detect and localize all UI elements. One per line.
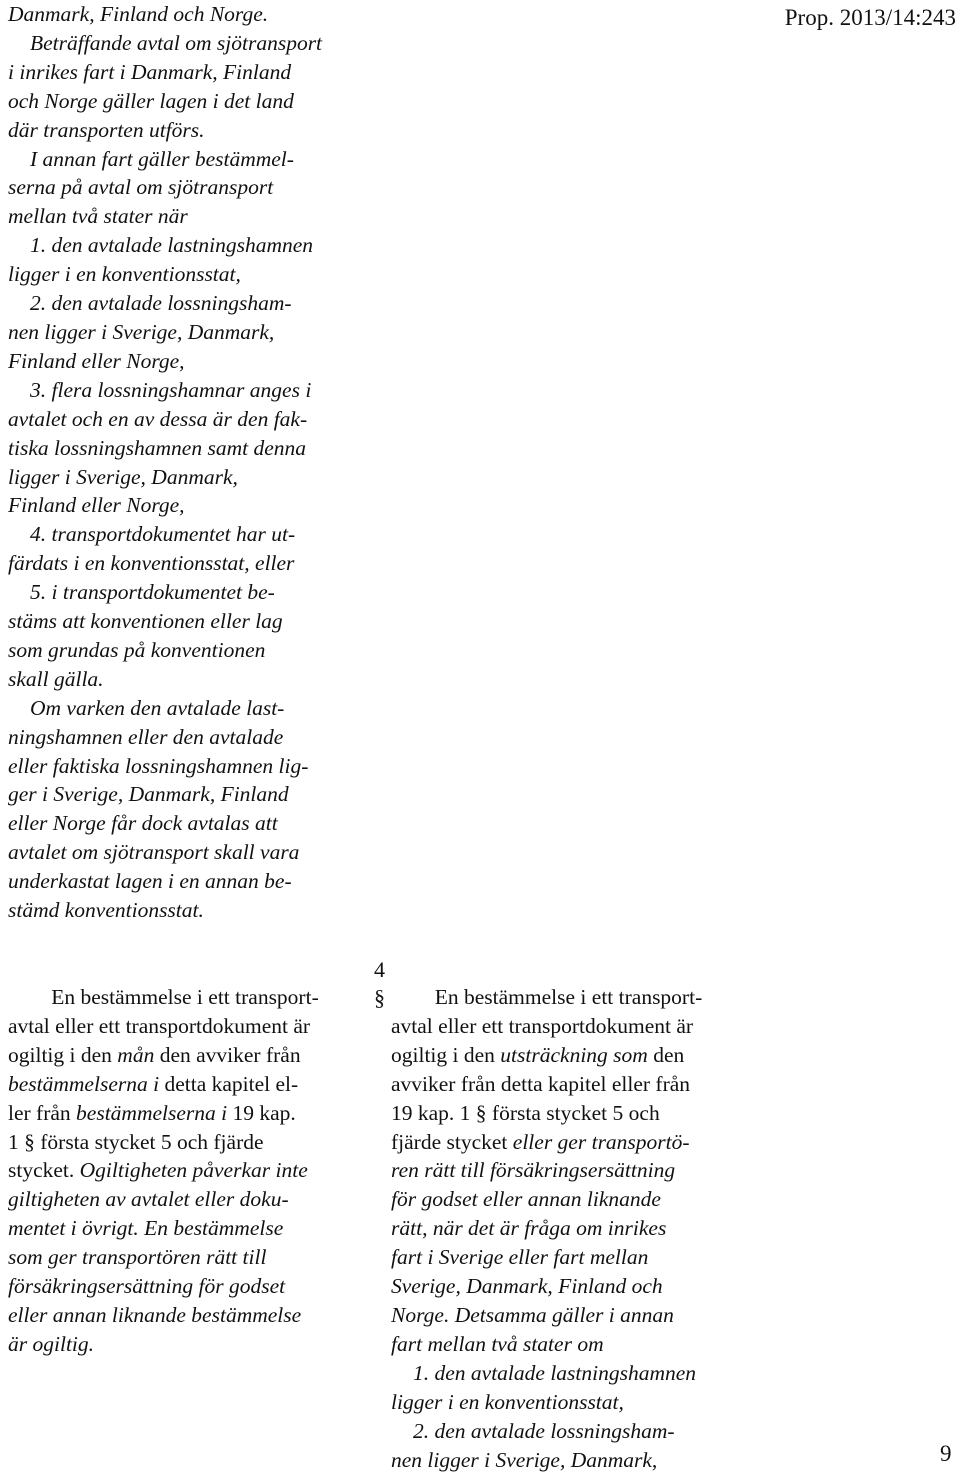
text-span: 19 kap. 1 [391, 1101, 476, 1125]
text-line: stäms att konventionen eller lag [8, 607, 362, 636]
text-line: giltigheten av avtalet eller doku- [8, 1185, 362, 1214]
text-span: Ogiltigheten påverkar inte [80, 1158, 308, 1182]
text-line: ligger i Sverige, Danmark, [8, 463, 362, 492]
text-line [8, 1070, 362, 1099]
text-span: 19 kap. [227, 1101, 296, 1125]
text-span: första stycket 5 och fjärde [35, 1130, 264, 1154]
text-line: Norge. Detsamma gäller i annan [391, 1301, 746, 1330]
text-line [8, 1099, 362, 1128]
text-line: En bestämmelse i ett transport- [8, 983, 362, 1012]
section-symbol: § [374, 985, 385, 1010]
text-line: ger i Sverige, Danmark, Finland [8, 780, 362, 809]
text-span: bestämmelserna i [76, 1101, 227, 1125]
text-line: avtal eller ett transportdokument är [391, 1012, 746, 1041]
text-line [391, 1041, 746, 1070]
text-line: Finland eller Norge, [8, 347, 362, 376]
text-span: första stycket 5 och [487, 1101, 660, 1125]
text-line: underkastat lagen i en annan be- [8, 867, 362, 896]
text-line: ligger i en konventionsstat, [391, 1388, 746, 1417]
text-line: eller faktiska lossningshamnen lig- [8, 752, 362, 781]
text-span: den avviker från [154, 1043, 300, 1067]
text-line [391, 1128, 746, 1157]
text-line: i inrikes fart i Danmark, Finland [8, 58, 362, 87]
text-line [391, 1099, 746, 1128]
section-number: 4 [374, 957, 385, 982]
text-span: bestämmelserna i [8, 1072, 159, 1096]
text-line: Finland eller Norge, [8, 491, 362, 520]
text-line: ren rätt till försäkringsersättning [391, 1156, 746, 1185]
text-span: ler från [8, 1101, 76, 1125]
text-line: är ogiltig. [8, 1330, 362, 1359]
page-number: 9 [940, 1440, 952, 1468]
section-heading [374, 956, 385, 1012]
text-line: som ger transportören rätt till [8, 1243, 362, 1272]
text-line: mellan två stater när [8, 202, 362, 231]
text-span: detta kapitel el- [159, 1072, 298, 1096]
text-line: stämd konventionsstat. [8, 896, 362, 925]
text-line: Danmark, Finland och Norge. [8, 0, 362, 29]
text-line [8, 1156, 362, 1185]
list-item-text: 1. den avtalade lastningshamnen [391, 1359, 746, 1388]
text-line: där transporten utförs. [8, 116, 362, 145]
text-line: som grundas på konventionen [8, 636, 362, 665]
text-span: ogiltig i den [391, 1043, 500, 1067]
list-item-text: 1. den avtalade lastningshamnen [8, 231, 362, 260]
text-line: serna på avtal om sjötransport [8, 173, 362, 202]
list-item-text: 2. den avtalade lossningsham- [391, 1417, 746, 1446]
text-line: fart i Sverige eller fart mellan [391, 1243, 746, 1272]
text-line: ligger i en konventionsstat, [8, 260, 362, 289]
right-column-bottom-text [391, 983, 746, 1474]
text-span: fjärde stycket [391, 1130, 513, 1154]
text-span: mån [117, 1043, 154, 1067]
text-line: avviker från detta kapitel eller från [391, 1070, 746, 1099]
text-line: försäkringsersättning för godset [8, 1272, 362, 1301]
text-span: En bestämmelse [144, 1216, 283, 1240]
text-line: Sverige, Danmark, Finland och [391, 1272, 746, 1301]
text-line: färdats i en konventionsstat, eller [8, 549, 362, 578]
text-line: En bestämmelse i ett transport- [391, 983, 746, 1012]
text-span: 1 [8, 1130, 24, 1154]
text-span: ogiltig i den [8, 1043, 117, 1067]
text-span: eller ger transportö- [513, 1130, 690, 1154]
text-line: avtal eller ett transportdokument är [8, 1012, 362, 1041]
section-symbol: § [476, 1101, 487, 1125]
text-line: nen ligger i Sverige, Danmark, [391, 1446, 746, 1474]
text-span: stycket. [8, 1158, 80, 1182]
text-line: fart mellan två stater om [391, 1330, 746, 1359]
text-line: I annan fart gäller bestämmel- [8, 145, 362, 174]
text-line: Beträffande avtal om sjötransport [8, 29, 362, 58]
section-symbol: § [24, 1130, 35, 1154]
text-line: avtalet och en av dessa är den fak- [8, 405, 362, 434]
text-line [8, 1041, 362, 1070]
list-item-text: 2. den avtalade lossningsham- [8, 289, 362, 318]
list-item-text: 4. transportdokumentet har ut- [8, 520, 362, 549]
document-reference: Prop. 2013/14:243 [785, 4, 956, 32]
text-line: ningshamnen eller den avtalade [8, 723, 362, 752]
text-line [8, 1128, 362, 1157]
text-line: avtalet om sjötransport skall vara [8, 838, 362, 867]
list-item-text: 3. flera lossningshamnar anges i [8, 376, 362, 405]
text-span: mentet i övrigt. [8, 1216, 144, 1240]
left-column-top-text [8, 0, 362, 925]
text-span: utsträckning som [500, 1043, 648, 1067]
text-line: rätt, när det är fråga om inrikes [391, 1214, 746, 1243]
text-line: Om varken den avtalade last- [8, 694, 362, 723]
text-line: eller Norge får dock avtalas att [8, 809, 362, 838]
text-line: skall gälla. [8, 665, 362, 694]
text-line: för godset eller annan liknande [391, 1185, 746, 1214]
text-line [8, 1214, 362, 1243]
list-item-text: 5. i transportdokumentet be- [8, 578, 362, 607]
left-column-bottom-text [8, 983, 362, 1359]
text-line: tiska lossningshamnen samt denna [8, 434, 362, 463]
text-line: nen ligger i Sverige, Danmark, [8, 318, 362, 347]
text-line: och Norge gäller lagen i det land [8, 87, 362, 116]
text-span: den [648, 1043, 684, 1067]
text-line: eller annan liknande bestämmelse [8, 1301, 362, 1330]
